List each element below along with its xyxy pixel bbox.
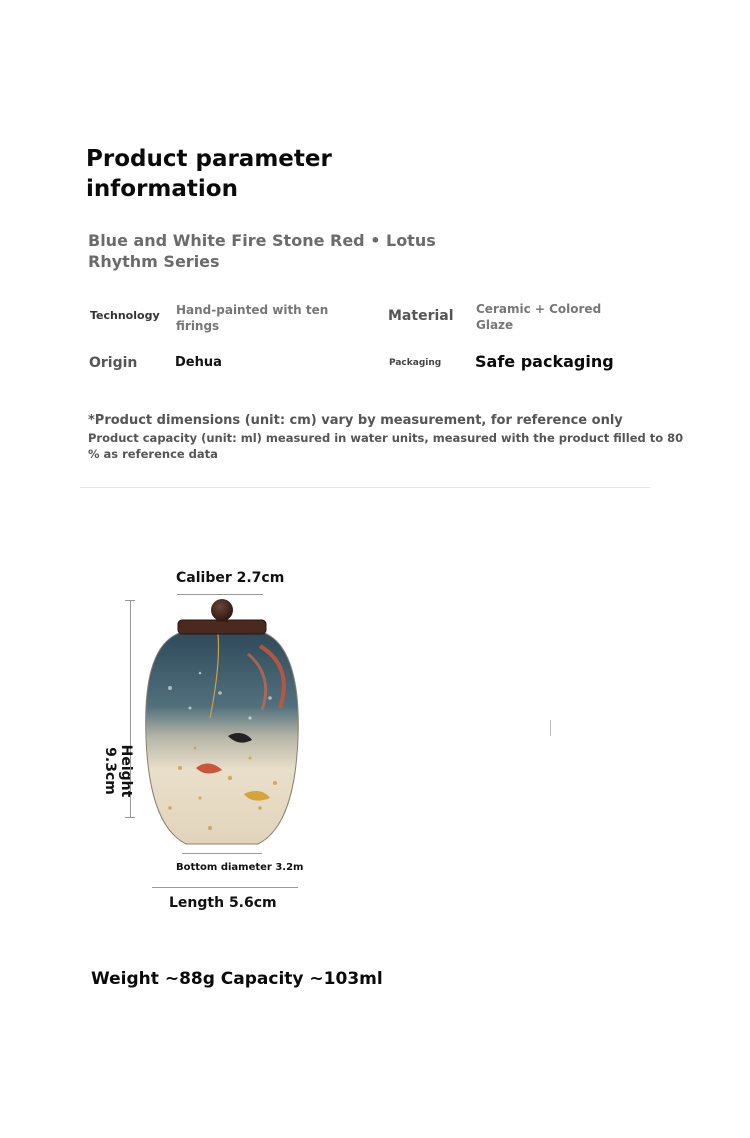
page-title: Product parameter information [86,146,332,202]
technology-value: Hand-painted with ten firings [176,303,329,333]
bottom-diameter-line [182,853,262,854]
ceramic-jar-image [140,598,310,850]
length-label: Length 5.6cm [169,895,277,911]
origin-value: Dehua [175,355,222,370]
packaging-label: Packaging [389,358,442,368]
packaging-value: Safe packaging [475,352,614,371]
material-label: Material [388,308,454,324]
height-tick-top [125,600,135,601]
bottom-diameter-label: Bottom diameter 3.2m [176,862,304,873]
caliber-label: Caliber 2.7cm [176,570,285,586]
faint-mark [550,720,551,736]
dimensions-note: *Product dimensions (unit: cm) vary by measurement, for reference only [88,413,623,428]
origin-label: Origin [89,355,138,371]
technology-label: Technology [90,309,160,322]
divider [80,487,650,488]
capacity-note: Product capacity (unit: ml) measured in water units, measured with the product filled to 80 % as reference data [88,431,684,461]
material-value: Ceramic + Colored Glaze [476,302,602,332]
caliber-line [177,594,263,595]
length-line [152,887,298,888]
height-label: Height 9.3cm [102,744,134,798]
weight-capacity: Weight ~88g Capacity ~103ml [91,969,383,989]
series-name: Blue and White Fire Stone Red • Lotus Rhythm Series [88,231,436,271]
